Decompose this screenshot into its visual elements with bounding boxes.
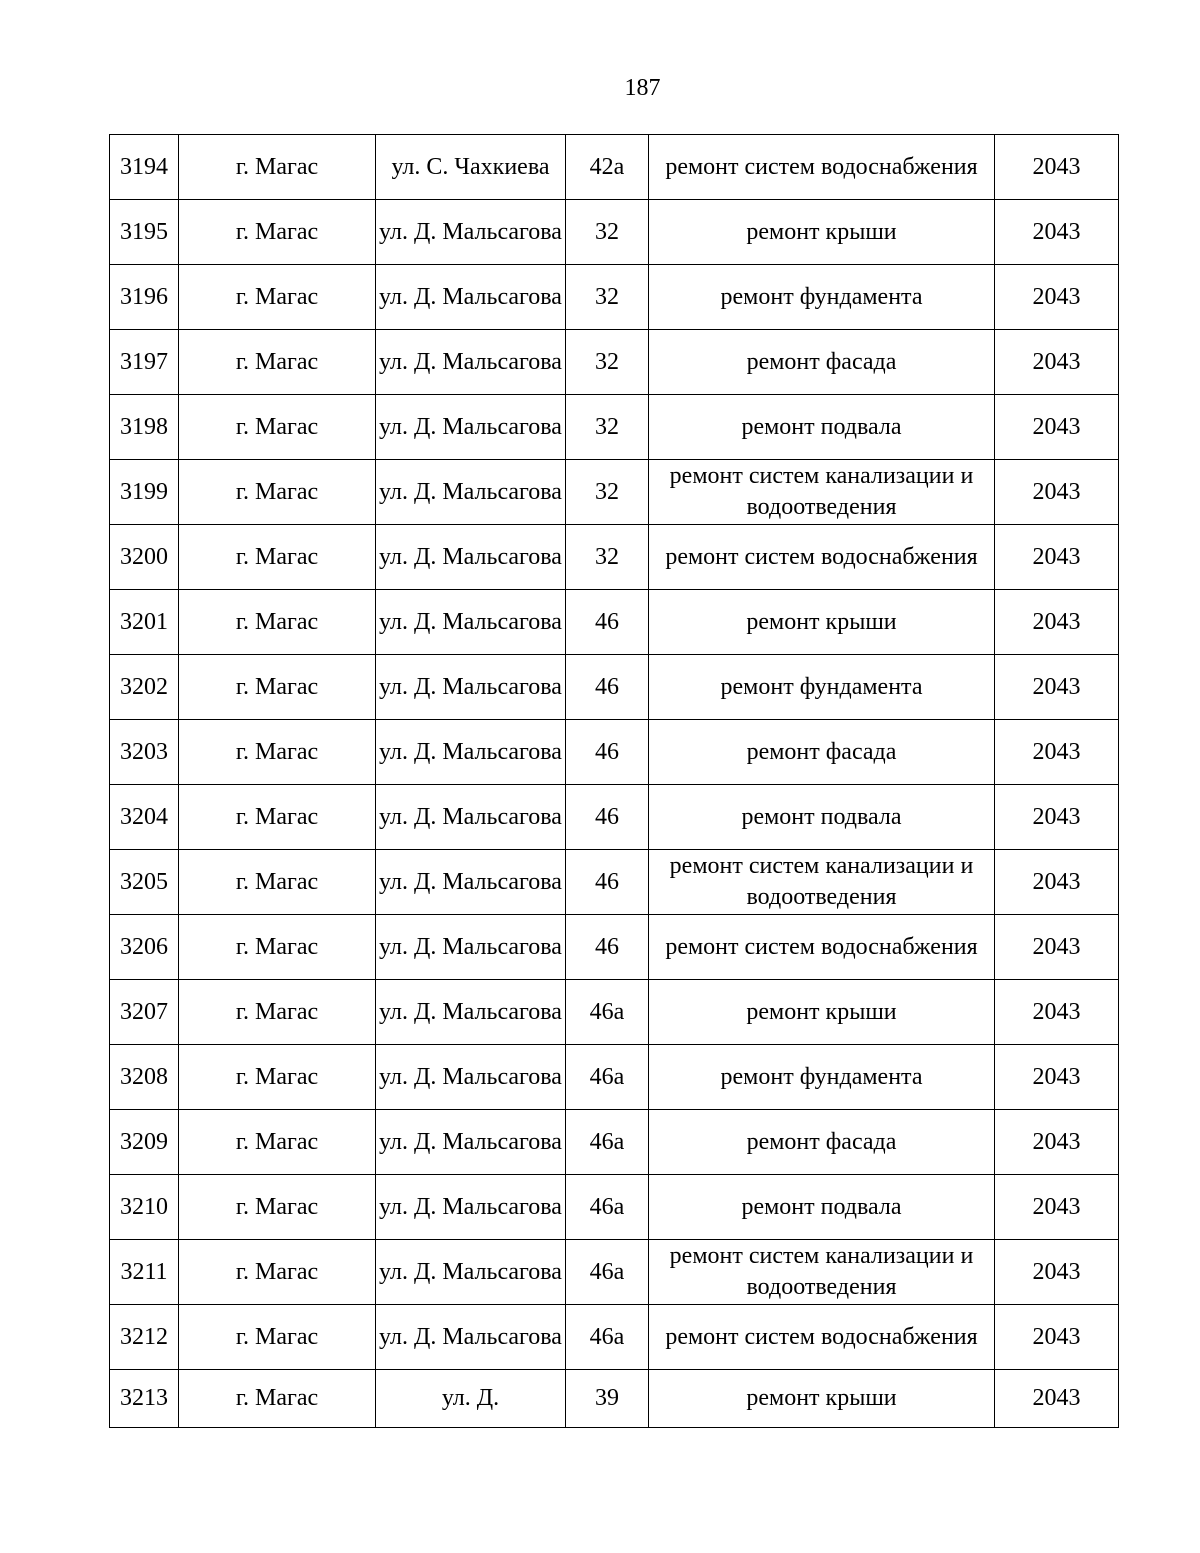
year-cell: 2043 (995, 1175, 1119, 1240)
house-cell: 46а (566, 1175, 649, 1240)
work-type-cell: ремонт подвала (649, 395, 995, 460)
street-cell: ул. Д. Мальсагова (376, 720, 566, 785)
house-cell: 32 (566, 460, 649, 525)
table-row (110, 135, 1119, 200)
city-cell: г. Магас (179, 1045, 376, 1110)
table-row (110, 785, 1119, 850)
house-cell: 46 (566, 785, 649, 850)
row-number: 3213 (110, 1370, 179, 1428)
table-row (110, 395, 1119, 460)
row-number: 3203 (110, 720, 179, 785)
row-number: 3211 (110, 1240, 179, 1305)
city-cell: г. Магас (179, 590, 376, 655)
work-type-cell: ремонт систем канализации и водоотведения (649, 1240, 995, 1305)
street-cell: ул. Д. Мальсагова (376, 1045, 566, 1110)
work-type-cell: ремонт фундамента (649, 265, 995, 330)
work-type-cell: ремонт систем водоснабжения (649, 135, 995, 200)
city-cell: г. Магас (179, 135, 376, 200)
city-cell: г. Магас (179, 200, 376, 265)
work-type-cell: ремонт систем водоснабжения (649, 1305, 995, 1370)
row-number: 3198 (110, 395, 179, 460)
house-cell: 32 (566, 265, 649, 330)
work-type-cell: ремонт фундамента (649, 1045, 995, 1110)
city-cell: г. Магас (179, 720, 376, 785)
row-number: 3202 (110, 655, 179, 720)
street-cell: ул. Д. (376, 1370, 566, 1428)
table-row (110, 590, 1119, 655)
table-row (110, 1240, 1119, 1305)
table-row (110, 850, 1119, 915)
row-number: 3204 (110, 785, 179, 850)
street-cell: ул. С. Чахкиева (376, 135, 566, 200)
table-row (110, 330, 1119, 395)
street-cell: ул. Д. Мальсагова (376, 395, 566, 460)
work-type-cell: ремонт крыши (649, 980, 995, 1045)
house-cell: 46 (566, 655, 649, 720)
house-cell: 32 (566, 330, 649, 395)
work-type-cell: ремонт систем канализации и водоотведения (649, 460, 995, 525)
table-row (110, 460, 1119, 525)
city-cell: г. Магас (179, 395, 376, 460)
row-number: 3199 (110, 460, 179, 525)
city-cell: г. Магас (179, 915, 376, 980)
street-cell: ул. Д. Мальсагова (376, 1175, 566, 1240)
house-cell: 32 (566, 395, 649, 460)
table-row (110, 1175, 1119, 1240)
house-cell: 39 (566, 1370, 649, 1428)
house-cell: 32 (566, 525, 649, 590)
city-cell: г. Магас (179, 980, 376, 1045)
year-cell: 2043 (995, 785, 1119, 850)
row-number: 3205 (110, 850, 179, 915)
street-cell: ул. Д. Мальсагова (376, 1305, 566, 1370)
street-cell: ул. Д. Мальсагова (376, 980, 566, 1045)
table-row (110, 1045, 1119, 1110)
street-cell: ул. Д. Мальсагова (376, 850, 566, 915)
repair-schedule-table (109, 134, 1119, 1428)
city-cell: г. Магас (179, 785, 376, 850)
house-cell: 42а (566, 135, 649, 200)
table-row (110, 1110, 1119, 1175)
city-cell: г. Магас (179, 1240, 376, 1305)
work-type-cell: ремонт систем канализации и водоотведения (649, 850, 995, 915)
row-number: 3208 (110, 1045, 179, 1110)
row-number: 3194 (110, 135, 179, 200)
year-cell: 2043 (995, 915, 1119, 980)
year-cell: 2043 (995, 135, 1119, 200)
year-cell: 2043 (995, 1045, 1119, 1110)
row-number: 3200 (110, 525, 179, 590)
street-cell: ул. Д. Мальсагова (376, 1110, 566, 1175)
table-row (110, 1305, 1119, 1370)
table-body (110, 135, 1119, 1428)
house-cell: 46 (566, 720, 649, 785)
table-row (110, 1370, 1119, 1428)
house-cell: 46а (566, 1240, 649, 1305)
year-cell: 2043 (995, 330, 1119, 395)
year-cell: 2043 (995, 590, 1119, 655)
city-cell: г. Магас (179, 1110, 376, 1175)
street-cell: ул. Д. Мальсагова (376, 200, 566, 265)
city-cell: г. Магас (179, 1175, 376, 1240)
row-number: 3201 (110, 590, 179, 655)
house-cell: 46а (566, 1110, 649, 1175)
work-type-cell: ремонт крыши (649, 590, 995, 655)
house-cell: 32 (566, 200, 649, 265)
year-cell: 2043 (995, 395, 1119, 460)
year-cell: 2043 (995, 720, 1119, 785)
year-cell: 2043 (995, 460, 1119, 525)
work-type-cell: ремонт подвала (649, 1175, 995, 1240)
work-type-cell: ремонт фундамента (649, 655, 995, 720)
year-cell: 2043 (995, 850, 1119, 915)
row-number: 3195 (110, 200, 179, 265)
table-row (110, 200, 1119, 265)
work-type-cell: ремонт фасада (649, 720, 995, 785)
row-number: 3207 (110, 980, 179, 1045)
street-cell: ул. Д. Мальсагова (376, 460, 566, 525)
year-cell: 2043 (995, 1370, 1119, 1428)
street-cell: ул. Д. Мальсагова (376, 1240, 566, 1305)
year-cell: 2043 (995, 1240, 1119, 1305)
street-cell: ул. Д. Мальсагова (376, 655, 566, 720)
house-cell: 46 (566, 915, 649, 980)
work-type-cell: ремонт крыши (649, 1370, 995, 1428)
city-cell: г. Магас (179, 850, 376, 915)
row-number: 3206 (110, 915, 179, 980)
city-cell: г. Магас (179, 1370, 376, 1428)
work-type-cell: ремонт фасада (649, 1110, 995, 1175)
street-cell: ул. Д. Мальсагова (376, 785, 566, 850)
work-type-cell: ремонт систем водоснабжения (649, 525, 995, 590)
table-row (110, 655, 1119, 720)
house-cell: 46 (566, 850, 649, 915)
street-cell: ул. Д. Мальсагова (376, 330, 566, 395)
year-cell: 2043 (995, 655, 1119, 720)
row-number: 3196 (110, 265, 179, 330)
street-cell: ул. Д. Мальсагова (376, 265, 566, 330)
row-number: 3210 (110, 1175, 179, 1240)
year-cell: 2043 (995, 1110, 1119, 1175)
street-cell: ул. Д. Мальсагова (376, 915, 566, 980)
row-number: 3212 (110, 1305, 179, 1370)
row-number: 3197 (110, 330, 179, 395)
table-row (110, 915, 1119, 980)
house-cell: 46 (566, 590, 649, 655)
year-cell: 2043 (995, 1305, 1119, 1370)
table-row (110, 265, 1119, 330)
work-type-cell: ремонт фасада (649, 330, 995, 395)
street-cell: ул. Д. Мальсагова (376, 525, 566, 590)
year-cell: 2043 (995, 525, 1119, 590)
city-cell: г. Магас (179, 525, 376, 590)
work-type-cell: ремонт крыши (649, 200, 995, 265)
work-type-cell: ремонт систем водоснабжения (649, 915, 995, 980)
year-cell: 2043 (995, 265, 1119, 330)
house-cell: 46а (566, 980, 649, 1045)
street-cell: ул. Д. Мальсагова (376, 590, 566, 655)
table-row (110, 525, 1119, 590)
table-row (110, 720, 1119, 785)
house-cell: 46а (566, 1045, 649, 1110)
work-type-cell: ремонт подвала (649, 785, 995, 850)
city-cell: г. Магас (179, 330, 376, 395)
table-row (110, 980, 1119, 1045)
city-cell: г. Магас (179, 1305, 376, 1370)
page-number: 187 (624, 75, 661, 101)
year-cell: 2043 (995, 980, 1119, 1045)
year-cell: 2043 (995, 200, 1119, 265)
house-cell: 46а (566, 1305, 649, 1370)
city-cell: г. Магас (179, 655, 376, 720)
city-cell: г. Магас (179, 265, 376, 330)
city-cell: г. Магас (179, 460, 376, 525)
row-number: 3209 (110, 1110, 179, 1175)
